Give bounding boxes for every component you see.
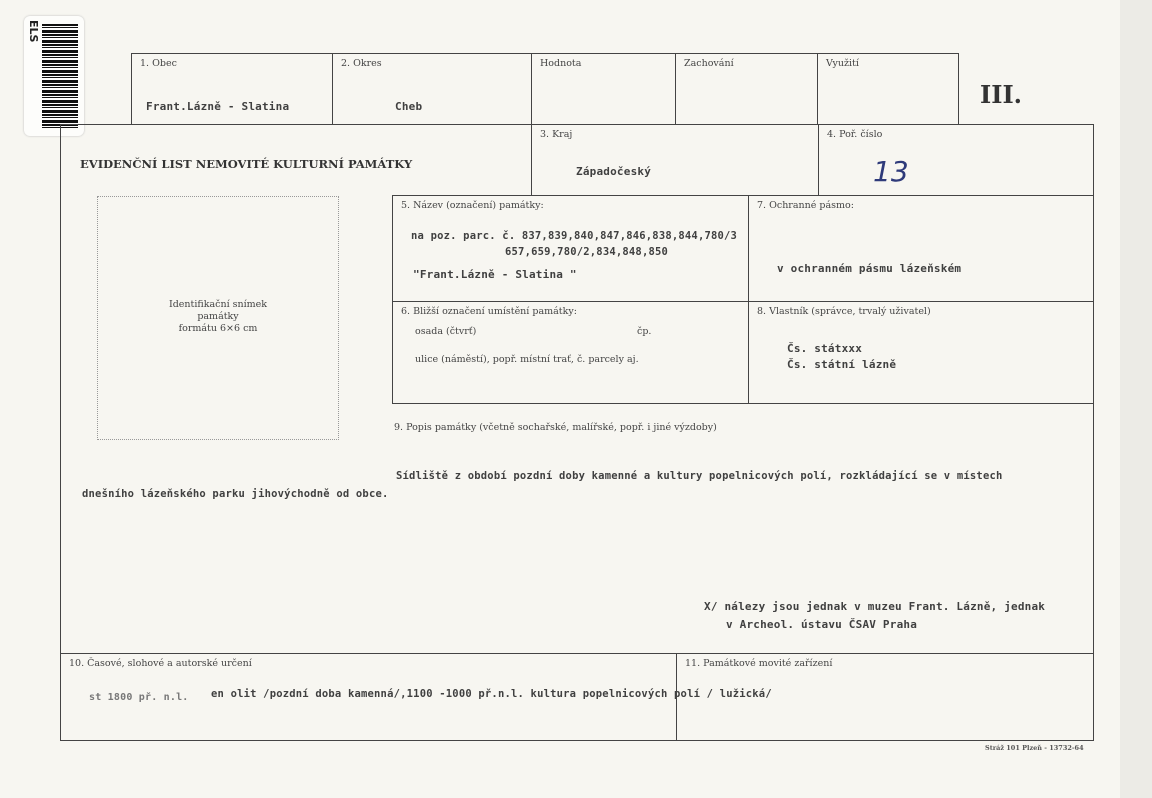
sticker-text: ELS bbox=[27, 20, 40, 43]
nazev-line-2: 657,659,780/2,834,848,850 bbox=[505, 246, 669, 258]
okres-label: 2. Okres bbox=[341, 58, 382, 69]
vlastnik-box bbox=[748, 301, 1094, 404]
zachovani-box bbox=[675, 53, 818, 125]
movite-box bbox=[676, 653, 1094, 741]
obec-value: Frant.Lázně - Slatina bbox=[146, 100, 290, 113]
hodnota-box bbox=[531, 53, 676, 125]
barcode-icon bbox=[42, 24, 78, 128]
obec-label: 1. Obec bbox=[140, 58, 177, 69]
obec-box bbox=[131, 53, 333, 125]
por-cislo-value: 13 bbox=[873, 155, 909, 188]
por-cislo-label: 4. Poř. číslo bbox=[827, 129, 883, 140]
hodnota-label: Hodnota bbox=[540, 58, 582, 69]
casove-left: st 1800 př. n.l. bbox=[89, 692, 189, 703]
nazev-label: 5. Název (označení) památky: bbox=[401, 200, 544, 211]
cp-label: čp. bbox=[637, 326, 652, 337]
ochranne-box bbox=[748, 195, 1094, 302]
printer-mark: Stráž 101 Plzeň - 13732-64 bbox=[985, 744, 1084, 752]
ochranne-value: v ochranném pásmu lázeňském bbox=[777, 262, 962, 275]
zachovani-label: Zachování bbox=[684, 58, 734, 69]
okres-value: Cheb bbox=[395, 100, 423, 113]
casove-label: 10. Časové, slohové a autorské určení bbox=[69, 658, 252, 669]
kraj-label: 3. Kraj bbox=[540, 129, 573, 140]
roman-mark: III. bbox=[980, 80, 1023, 109]
kraj-box bbox=[531, 124, 819, 196]
popis-line-1: Sídliště z období pozdní doby kamenné a kultury popelnicových polí, rozkládající se v místech bbox=[396, 470, 1003, 482]
photo-caption-3: formátu 6×6 cm bbox=[178, 323, 258, 334]
ulice-label: ulice (náměstí), popř. místní trať, č. parcely aj. bbox=[415, 354, 639, 365]
popis-note-2: v Archeol. ústavu ČSAV Praha bbox=[726, 618, 918, 631]
ochranne-label: 7. Ochranné pásmo: bbox=[757, 200, 854, 211]
nazev-line-3: "Frant.Lázně - Slatina " bbox=[413, 268, 577, 281]
vlastnik-line-2: Čs. státní lázně bbox=[787, 358, 897, 371]
vyuziti-label: Využití bbox=[826, 58, 859, 69]
blizsi-label: 6. Bližší označení umístění památky: bbox=[401, 306, 577, 317]
photo-placeholder bbox=[97, 196, 339, 440]
barcode-sticker bbox=[24, 16, 84, 136]
popis-label: 9. Popis památky (včetně sochařské, malířské, popř. i jiné výzdoby) bbox=[394, 422, 717, 433]
vyuziti-box bbox=[817, 53, 959, 125]
vlastnik-line-1: Čs. státxxx bbox=[787, 342, 863, 355]
blizsi-box bbox=[392, 301, 749, 404]
vlastnik-label: 8. Vlastník (správce, trvalý uživatel) bbox=[757, 306, 931, 317]
form-title: EVIDENČNÍ LIST NEMOVITÉ KULTURNÍ PAMÁTKY bbox=[80, 157, 413, 171]
paper-edge bbox=[1120, 0, 1152, 798]
osada-label: osada (čtvrť) bbox=[415, 326, 477, 337]
nazev-box bbox=[392, 195, 749, 302]
kraj-value: Západočeský bbox=[576, 165, 652, 178]
okres-box bbox=[332, 53, 532, 125]
popis-line-2: dnešního lázeňského parku jihovýchodně od obce. bbox=[82, 488, 389, 500]
casove-value: en olit /pozdní doba kamenná/,1100 -1000 př.n.l. kultura popelnicových polí / lužická/ bbox=[211, 688, 772, 700]
nazev-line-1: na poz. parc. č. 837,839,840,847,846,838,844,780/3 bbox=[411, 230, 738, 242]
photo-caption-1: Identifikační snímek bbox=[168, 299, 268, 310]
movite-label: 11. Památkové movité zařízení bbox=[685, 658, 833, 669]
por-cislo-box bbox=[818, 124, 1094, 196]
popis-note-1: X/ nálezy jsou jednak v muzeu Frant. Lázně, jednak bbox=[704, 600, 1046, 613]
photo-caption-2: památky bbox=[197, 311, 239, 322]
